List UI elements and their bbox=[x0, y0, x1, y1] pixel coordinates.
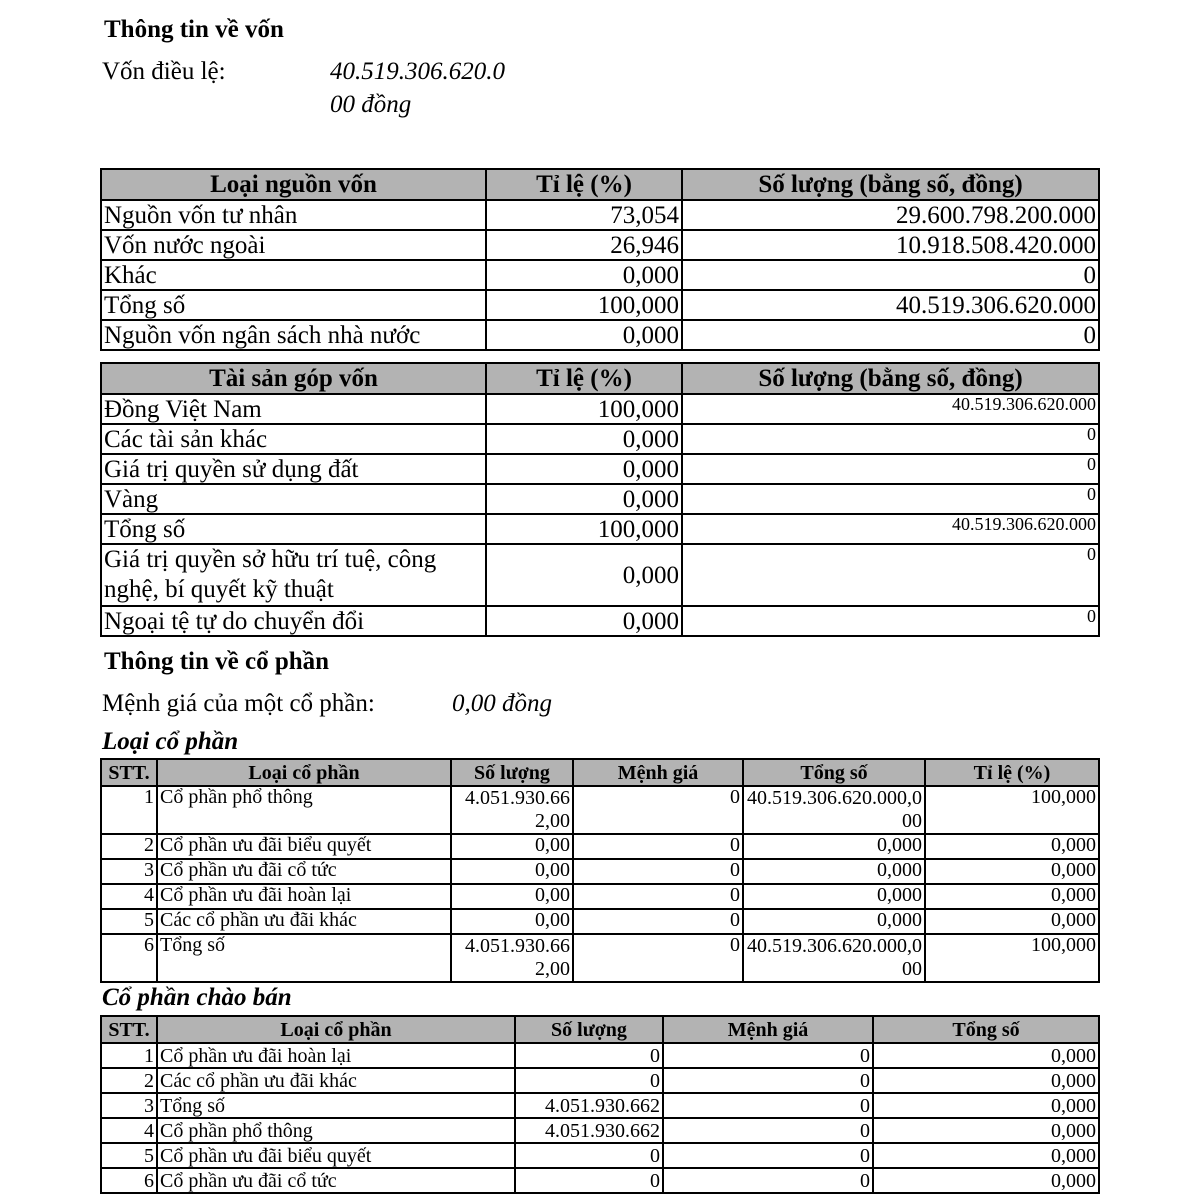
table-cell: Tổng số bbox=[157, 934, 451, 982]
table-cell: 0 bbox=[573, 834, 743, 859]
table-cell: 0 bbox=[573, 934, 743, 982]
table-cell: 0,000 bbox=[925, 834, 1099, 859]
table-cell: 0 bbox=[663, 1118, 873, 1143]
table-row bbox=[101, 1068, 1099, 1093]
table-cell: 10.918.508.420.000 bbox=[682, 230, 1099, 260]
column-header: Số lượng (bằng số, đồng) bbox=[682, 169, 1099, 200]
table-row bbox=[101, 424, 1099, 454]
table-cell: 0,000 bbox=[743, 884, 925, 909]
par-value: 0,00 đồng bbox=[452, 690, 552, 717]
column-header: Tỉ lệ (%) bbox=[486, 363, 682, 394]
offered-shares-heading: Cổ phần chào bán bbox=[102, 984, 292, 1011]
table-row bbox=[101, 606, 1099, 636]
table-cell: Tổng số bbox=[101, 514, 486, 544]
table-cell: 0,000 bbox=[743, 909, 925, 934]
table-row bbox=[101, 1168, 1099, 1193]
table-cell: 3 bbox=[101, 1093, 157, 1118]
table-cell: 0 bbox=[682, 424, 1099, 454]
table-cell: 0 bbox=[663, 1143, 873, 1168]
table-cell: 40.519.306.620.000 bbox=[682, 394, 1099, 424]
table-cell: 1 bbox=[101, 1043, 157, 1068]
table-cell: 2 bbox=[101, 1068, 157, 1093]
table-row bbox=[101, 260, 1099, 290]
table-row bbox=[101, 1143, 1099, 1168]
table-cell: Các cổ phần ưu đãi khác bbox=[157, 1068, 515, 1093]
table-cell: 40.519.306.620.000 bbox=[682, 514, 1099, 544]
table-cell: Cổ phần ưu đãi hoàn lại bbox=[157, 1043, 515, 1068]
table-cell: 0 bbox=[573, 909, 743, 934]
table-cell: 5 bbox=[101, 909, 157, 934]
table-cell: Tổng số bbox=[157, 1093, 515, 1118]
column-header: Tài sản góp vốn bbox=[101, 363, 486, 394]
table-cell: 0,00 bbox=[451, 834, 573, 859]
column-header: STT. bbox=[101, 1016, 157, 1043]
table-row bbox=[101, 786, 1099, 834]
table-cell: 100,000 bbox=[486, 290, 682, 320]
table-cell: 100,000 bbox=[925, 786, 1099, 834]
table-cell: 0,00 bbox=[451, 884, 573, 909]
table-cell: 0 bbox=[515, 1043, 663, 1068]
column-header: Loại cổ phần bbox=[157, 759, 451, 786]
column-header: Số lượng bbox=[515, 1016, 663, 1043]
capital-heading: Thông tin về vốn bbox=[104, 16, 284, 43]
table-cell: 0 bbox=[682, 320, 1099, 350]
table-cell: 4 bbox=[101, 884, 157, 909]
table-row bbox=[101, 290, 1099, 320]
table-cell: 4.051.930.662 bbox=[515, 1093, 663, 1118]
table-row bbox=[101, 884, 1099, 909]
table-cell: Khác bbox=[101, 260, 486, 290]
table-cell: Cổ phần phổ thông bbox=[157, 1118, 515, 1143]
table-cell: 4 bbox=[101, 1118, 157, 1143]
table-cell: 29.600.798.200.000 bbox=[682, 200, 1099, 230]
table-cell: 0,000 bbox=[925, 884, 1099, 909]
column-header: Tổng số bbox=[873, 1016, 1099, 1043]
table-cell: 0 bbox=[573, 884, 743, 909]
table-cell: Giá trị quyền sở hữu trí tuệ, công nghệ, bí quyết kỹ thuật bbox=[101, 544, 486, 606]
table-cell: 0,000 bbox=[486, 454, 682, 484]
table-cell: 100,000 bbox=[486, 394, 682, 424]
table-cell: Cổ phần ưu đãi cổ tức bbox=[157, 859, 451, 884]
column-header: Loại nguồn vốn bbox=[101, 169, 486, 200]
table-cell: 0,000 bbox=[873, 1118, 1099, 1143]
table-cell: 0 bbox=[663, 1093, 873, 1118]
table-cell: 3 bbox=[101, 859, 157, 884]
table-row bbox=[101, 454, 1099, 484]
table-cell: 4.051.930.662 bbox=[515, 1118, 663, 1143]
table-cell: 100,000 bbox=[486, 514, 682, 544]
table-cell: 0,000 bbox=[873, 1168, 1099, 1193]
table-cell: 1 bbox=[101, 786, 157, 834]
table-cell: 6 bbox=[101, 934, 157, 982]
table-cell: Cổ phần ưu đãi hoàn lại bbox=[157, 884, 451, 909]
column-header: Tổng số bbox=[743, 759, 925, 786]
table-cell: 0 bbox=[682, 606, 1099, 636]
table-cell: 0,000 bbox=[925, 909, 1099, 934]
table-cell: 73,054 bbox=[486, 200, 682, 230]
table-cell: Giá trị quyền sử dụng đất bbox=[101, 454, 486, 484]
table-header-row bbox=[101, 169, 1099, 200]
table-row bbox=[101, 934, 1099, 982]
table-row bbox=[101, 834, 1099, 859]
table-cell: 40.519.306.620.000 bbox=[682, 290, 1099, 320]
table-cell: 0,000 bbox=[873, 1093, 1099, 1118]
table-cell: 0,000 bbox=[743, 859, 925, 884]
table-cell: Các cổ phần ưu đãi khác bbox=[157, 909, 451, 934]
table-cell: 0 bbox=[682, 454, 1099, 484]
table-cell: 4.051.930.662,00 bbox=[451, 934, 573, 982]
column-header: STT. bbox=[101, 759, 157, 786]
table-cell: 0 bbox=[663, 1043, 873, 1068]
table-cell: 6 bbox=[101, 1168, 157, 1193]
table-cell: 0,000 bbox=[925, 859, 1099, 884]
table-cell: 40.519.306.620.000,000 bbox=[743, 786, 925, 834]
table-cell: 0,000 bbox=[486, 606, 682, 636]
column-header: Số lượng (bằng số, đồng) bbox=[682, 363, 1099, 394]
table-cell: 0,000 bbox=[486, 260, 682, 290]
charter-capital-label: Vốn điều lệ: bbox=[102, 58, 226, 85]
table-row bbox=[101, 544, 1099, 606]
offered-shares-table bbox=[100, 1015, 1100, 1194]
table-cell: 40.519.306.620.000,000 bbox=[743, 934, 925, 982]
share-types-table bbox=[100, 758, 1100, 983]
table-row bbox=[101, 484, 1099, 514]
table-cell: Vốn nước ngoài bbox=[101, 230, 486, 260]
table-cell: Nguồn vốn ngân sách nhà nước bbox=[101, 320, 486, 350]
table-cell: 0,000 bbox=[486, 320, 682, 350]
table-cell: 0 bbox=[515, 1143, 663, 1168]
column-header: Loại cổ phần bbox=[157, 1016, 515, 1043]
column-header: Số lượng bbox=[451, 759, 573, 786]
table-cell: 4.051.930.662,00 bbox=[451, 786, 573, 834]
par-value-label: Mệnh giá của một cổ phần: bbox=[102, 690, 375, 717]
table-cell: 0 bbox=[682, 484, 1099, 514]
table-cell: 0,000 bbox=[486, 484, 682, 514]
table-cell: Cổ phần phổ thông bbox=[157, 786, 451, 834]
table-cell: 26,946 bbox=[486, 230, 682, 260]
table-cell: 0 bbox=[573, 859, 743, 884]
table-cell: 100,000 bbox=[925, 934, 1099, 982]
contributed-assets-table bbox=[100, 362, 1100, 637]
table-cell: 0 bbox=[682, 260, 1099, 290]
table-cell: Các tài sản khác bbox=[101, 424, 486, 454]
table-cell: Cổ phần ưu đãi cổ tức bbox=[157, 1168, 515, 1193]
table-cell: Vàng bbox=[101, 484, 486, 514]
share-types-heading: Loại cổ phần bbox=[102, 728, 239, 755]
table-cell: 0 bbox=[663, 1168, 873, 1193]
column-header: Mệnh giá bbox=[663, 1016, 873, 1043]
table-cell: 0 bbox=[573, 786, 743, 834]
table-cell: 0 bbox=[682, 544, 1099, 606]
table-cell: 0 bbox=[515, 1068, 663, 1093]
table-row bbox=[101, 1093, 1099, 1118]
table-row bbox=[101, 1043, 1099, 1068]
table-cell: Cổ phần ưu đãi biểu quyết bbox=[157, 834, 451, 859]
table-cell: 0,00 bbox=[451, 909, 573, 934]
table-cell: 0,000 bbox=[486, 544, 682, 606]
table-cell: 0,000 bbox=[486, 424, 682, 454]
table-row bbox=[101, 230, 1099, 260]
table-cell: 2 bbox=[101, 834, 157, 859]
table-header-row bbox=[101, 1016, 1099, 1043]
table-cell: 0 bbox=[663, 1068, 873, 1093]
table-row bbox=[101, 394, 1099, 424]
charter-capital-value-line2: 00 đồng bbox=[330, 91, 412, 118]
table-cell: 5 bbox=[101, 1143, 157, 1168]
table-cell: 0,000 bbox=[873, 1143, 1099, 1168]
table-row bbox=[101, 200, 1099, 230]
charter-capital-value-line1: 40.519.306.620.0 bbox=[330, 58, 505, 85]
table-cell: Nguồn vốn tư nhân bbox=[101, 200, 486, 230]
table-header-row bbox=[101, 759, 1099, 786]
table-cell: 0,000 bbox=[743, 834, 925, 859]
table-cell: Đồng Việt Nam bbox=[101, 394, 486, 424]
column-header: Mệnh giá bbox=[573, 759, 743, 786]
table-row bbox=[101, 320, 1099, 350]
table-cell: Ngoại tệ tự do chuyển đổi bbox=[101, 606, 486, 636]
table-row bbox=[101, 859, 1099, 884]
table-row bbox=[101, 514, 1099, 544]
table-header-row bbox=[101, 363, 1099, 394]
table-cell: Tổng số bbox=[101, 290, 486, 320]
table-row bbox=[101, 909, 1099, 934]
table-cell: 0,000 bbox=[873, 1068, 1099, 1093]
capital-sources-table bbox=[100, 168, 1100, 351]
table-cell: 0,00 bbox=[451, 859, 573, 884]
table-cell: 0,000 bbox=[873, 1043, 1099, 1068]
shares-heading: Thông tin về cổ phần bbox=[104, 648, 330, 675]
table-cell: Cổ phần ưu đãi biểu quyết bbox=[157, 1143, 515, 1168]
column-header: Tỉ lệ (%) bbox=[925, 759, 1099, 786]
table-cell: 0 bbox=[515, 1168, 663, 1193]
table-row bbox=[101, 1118, 1099, 1143]
column-header: Tỉ lệ (%) bbox=[486, 169, 682, 200]
